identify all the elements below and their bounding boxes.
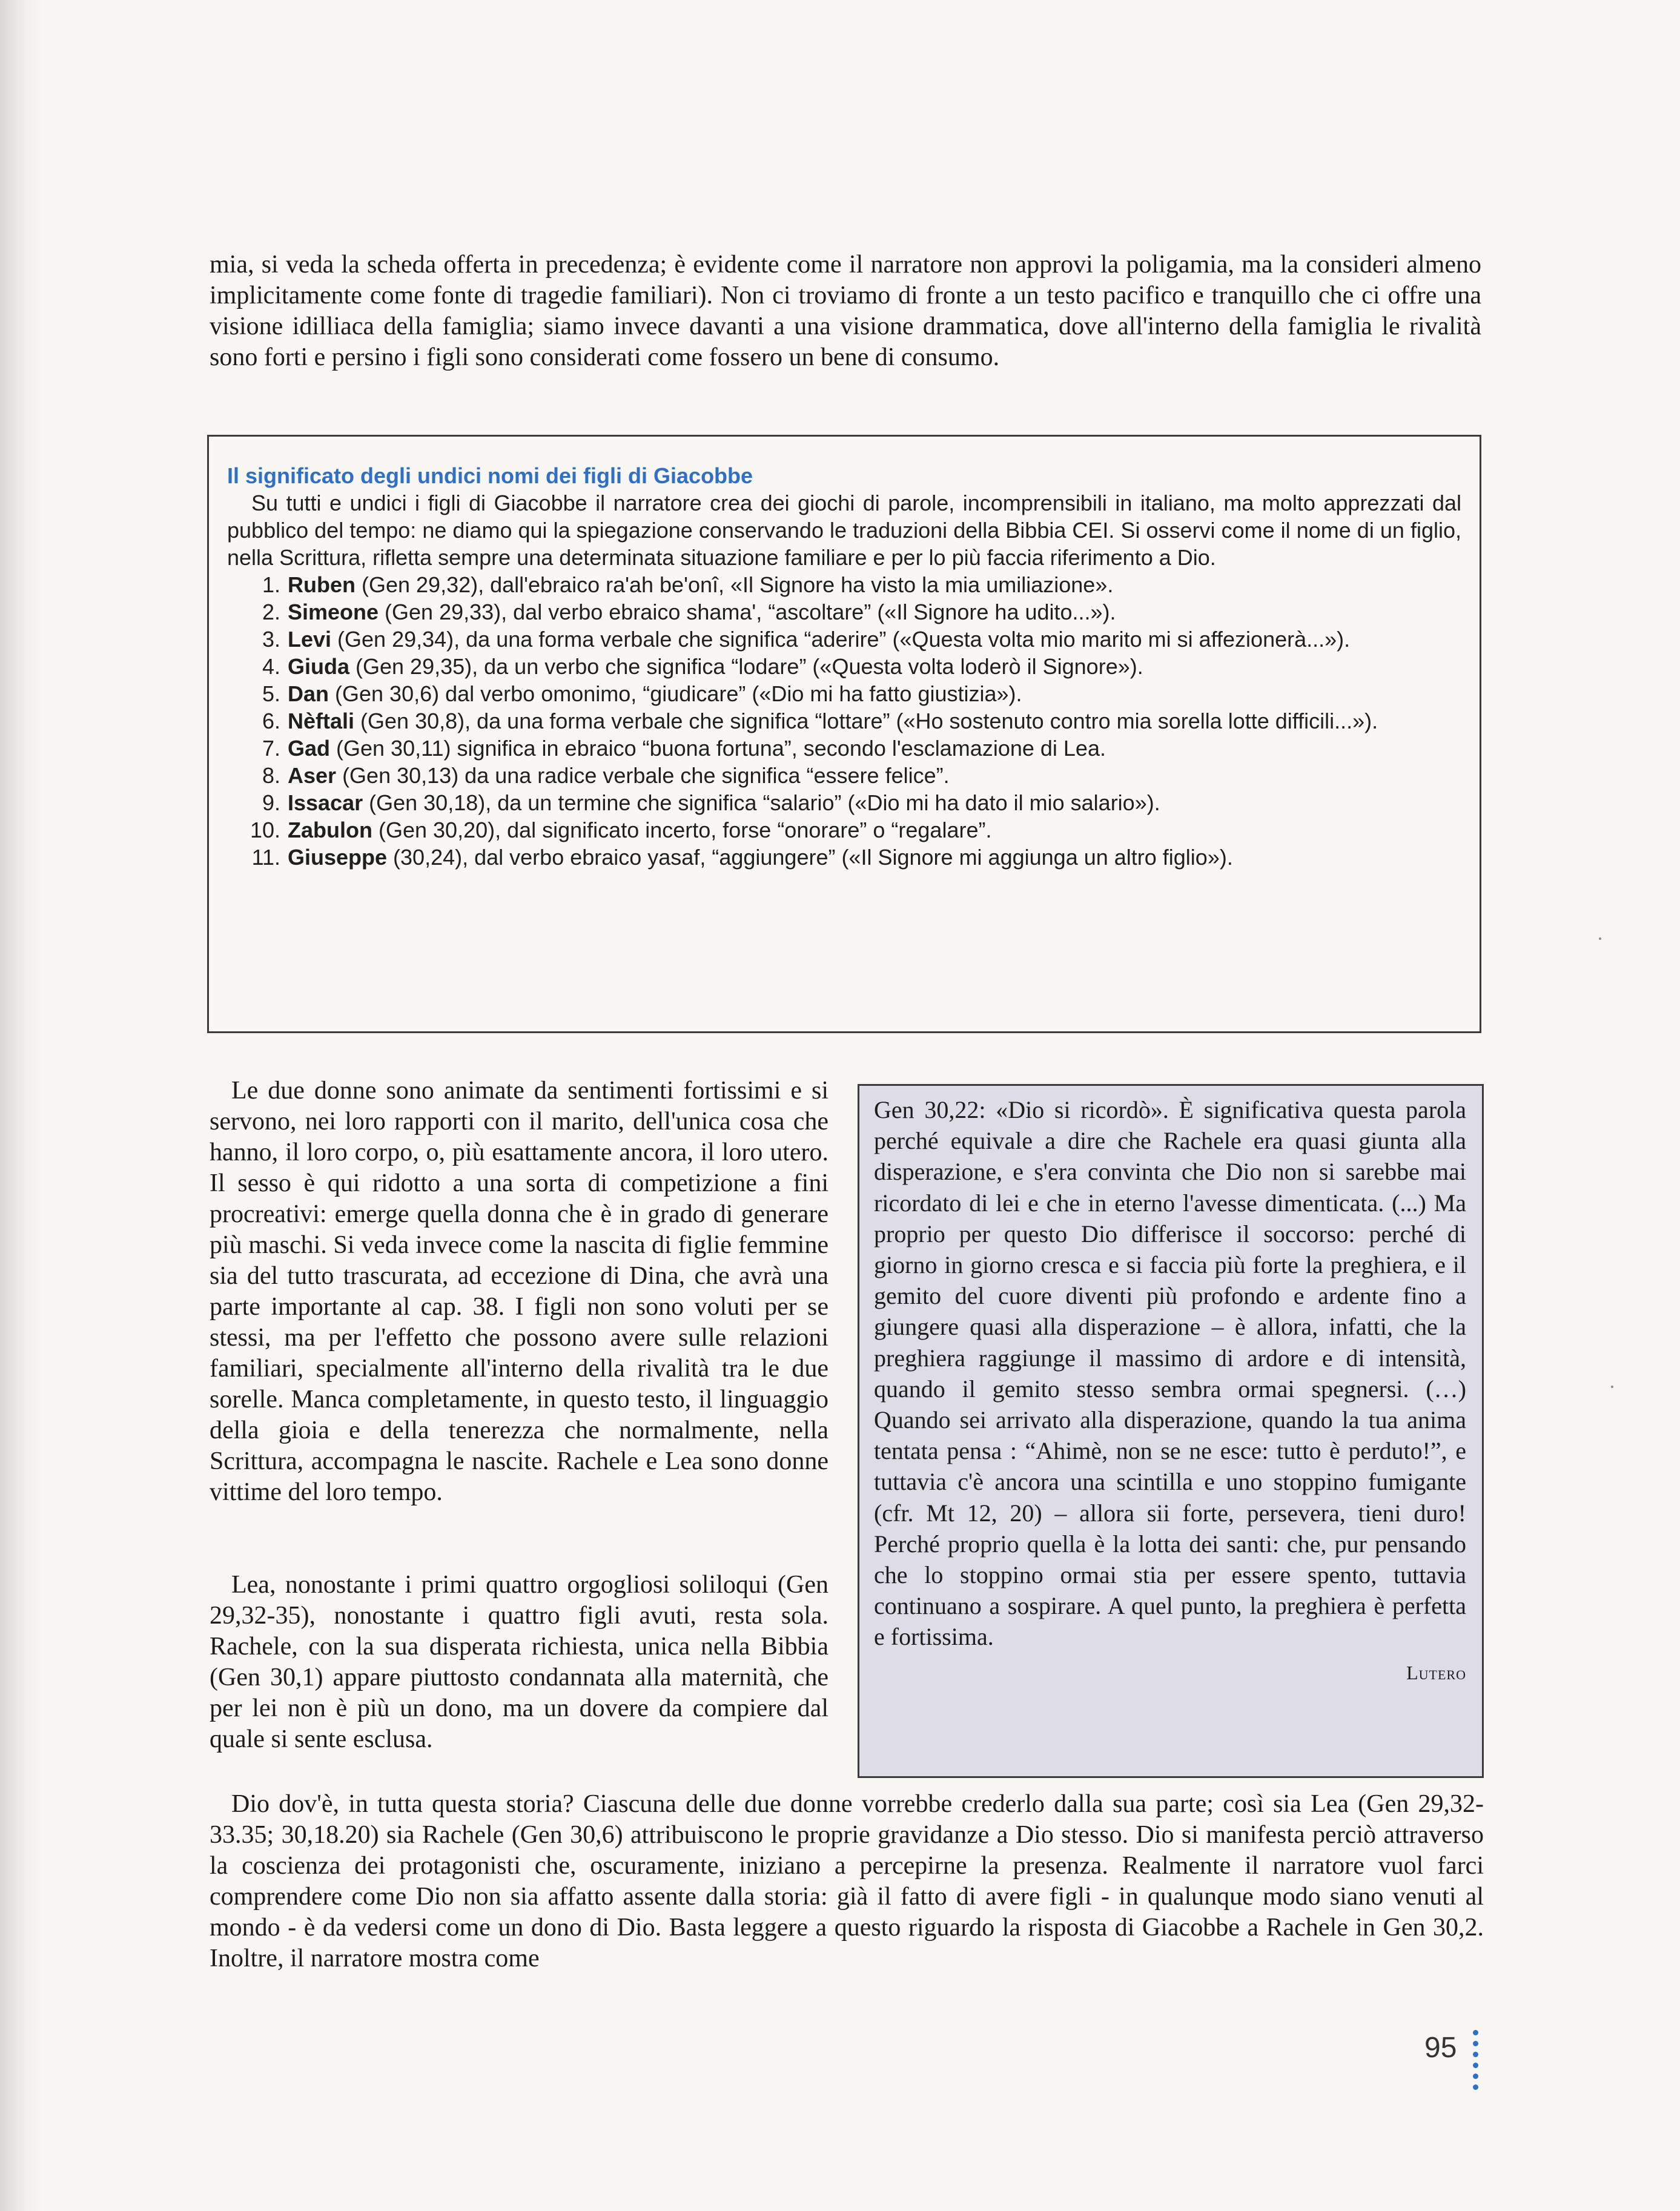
list-item-number: 11. — [251, 845, 280, 870]
luther-quote-box — [858, 1084, 1484, 1778]
name-list-item — [227, 598, 1461, 626]
page-number: 95 — [1424, 2032, 1457, 2064]
name-list-item — [227, 789, 1461, 816]
name-list-item — [227, 844, 1461, 871]
name-list-item — [227, 571, 1461, 598]
son-name: Issacar — [288, 790, 363, 815]
page-gutter-shadow — [0, 0, 42, 2211]
list-item-number: 5. — [262, 681, 280, 706]
name-explanation: (Gen 30,18), da un termine che significa “salario” («Dio mi ha dato il mio salario»). — [363, 790, 1160, 815]
name-list-item — [227, 626, 1461, 653]
scan-speck — [1611, 1386, 1613, 1388]
son-name: Gad — [288, 736, 331, 761]
name-explanation: (Gen 30,20), dal significato incerto, forse “onorare” o “regalare”. — [372, 818, 992, 842]
list-item-number: 1. — [262, 572, 280, 597]
son-name: Dan — [288, 681, 329, 706]
top-paragraph: mia, si veda la scheda offerta in precedenza; è evidente come il narratore non approvi la poligamia, ma la consideri almeno implicitamente come fonte di tragedie familiari). Non ci troviamo di fronte a un testo pacifico e tranquillo che ci offre una visione idilliaca della famiglia; siamo invece davanti a una visione drammatica, dove all'interno della famiglia le rivalità sono forti e persino i figli sono considerati come fossero un bene di consumo. — [210, 251, 1481, 371]
list-item-number: 8. — [262, 763, 280, 788]
scan-speck — [1599, 937, 1601, 940]
bottom-paragraph: Dio dov'è, in tutta questa storia? Ciascuna delle due donne vorrebbe crederlo dalla sua parte; così sia Lea (Gen 29,32-33.35; 30,18.20) sia Rachele (Gen 30,6) attribuiscono le proprie gravidanze a Dio stesso. Dio si manifesta perciò attraverso la coscienza dei protagonisti che, oscuramente, iniziano a percepirne la presenza. Realmente il narratore vuol farci comprendere come Dio non sia affatto assente dalla storia: già il fatto di avere figli - in qualunque modo siano venuti al mondo - è da vedersi come un dono di Dio. Basta leggere a questo riguardo la risposta di Giacobbe a Rachele in Gen 30,2. Inoltre, il narratore mostra come — [210, 1790, 1484, 1972]
name-explanation: (Gen 30,6) dal verbo omonimo, “giudicare” («Dio mi ha fatto giustizia»). — [329, 681, 1022, 706]
son-name: Nèftali — [288, 709, 355, 733]
name-explanation: (Gen 29,34), da una forma verbale che significa “aderire” («Questa volta mio marito mi si affezionerà...»). — [331, 627, 1351, 652]
son-name: Ruben — [288, 572, 356, 597]
son-name: Simeone — [288, 600, 379, 624]
list-item-number: 10. — [250, 818, 280, 842]
name-explanation: (Gen 30,8), da una forma verbale che significa “lottare” («Ho sostenuto contro mia sorella lotte difficili...»). — [354, 709, 1378, 733]
name-explanation: (Gen 29,32), dall'ebraico ra'ah be'onî, «Il Signore ha visto la mia umiliazione». — [356, 572, 1114, 597]
left-column-paragraph-2: Lea, nonostante i primi quattro orgogliosi soliloqui (Gen 29,32-35), nonostante i quattro figli avuti, resta sola. Rachele, con la sua disperata richiesta, unica nella Bibbia (Gen 30,1) appare piuttosto condannata alla maternità, che per lei non è più un dono, ma un dovere da compiere dal quale si sente esclusa. — [210, 1571, 828, 1753]
son-name: Levi — [288, 627, 332, 652]
list-item-number: 4. — [262, 654, 280, 679]
list-item-number: 3. — [262, 627, 280, 652]
name-explanation: (Gen 29,35), da un verbo che significa “lodare” («Questa volta loderò il Signore»). — [349, 654, 1143, 679]
page-number-dots-icon — [1473, 2030, 1479, 2095]
name-list-item — [227, 816, 1461, 844]
names-box-title: Il significato degli undici nomi dei figli di Giacobbe — [227, 463, 753, 488]
name-explanation: (30,24), dal verbo ebraico yasaf, “aggiungere” («Il Signore mi aggiunga un altro figlio»). — [387, 845, 1233, 870]
son-name: Zabulon — [288, 818, 372, 842]
sons-name-list — [227, 571, 1461, 871]
name-explanation: (Gen 29,33), dal verbo ebraico shama', “ascoltare” («Il Signore ha udito...»). — [379, 600, 1116, 624]
quote-author: Lutero — [1406, 1661, 1466, 1684]
name-list-item — [227, 735, 1461, 762]
names-meaning-box — [207, 435, 1481, 1033]
name-list-item — [227, 707, 1461, 735]
name-explanation: (Gen 30,13) da una radice verbale che significa “essere felice”. — [336, 763, 950, 788]
list-item-number: 7. — [262, 736, 280, 761]
list-item-number: 6. — [262, 709, 280, 733]
names-box-intro: Su tutti e undici i figli di Giacobbe il narratore crea dei giochi di parole, incomprensibili in italiano, ma molto apprezzati dal pubblico del tempo: ne diamo qui la spiegazione conservando le traduzioni della Bibbia CEI. Si osservi come il nome di un figlio, nella Scrittura, rifletta sempre una determinata situazione familiare e per lo più faccia riferimento a Dio. — [227, 491, 1461, 570]
son-name: Aser — [288, 763, 337, 788]
name-list-item — [227, 653, 1461, 680]
name-list-item — [227, 762, 1461, 789]
name-list-item — [227, 680, 1461, 707]
left-column-paragraph-1: Le due donne sono animate da sentimenti fortissimi e si servono, nei loro rapporti con il marito, dell'unica cosa che hanno, il loro corpo, o, più esattamente ancora, il loro utero. Il sesso è qui ridotto a una sorta di competizione a fini procreativi: emerge quella donna che è in grado di generare più maschi. Si veda invece come la nascita di figlie femmine sia del tutto trascurata, ad eccezione di Dina, che avrà una parte importante al cap. 38. I figli non sono voluti per se stessi, ma per l'effetto che possono avere sulle relazioni familiari, specialmente all'interno della rivalità tra le due sorelle. Manca completamente, in questo testo, il linguaggio della gioia e della tenerezza che normalmente, nella Scrittura, accompagna le nascite. Rachele e Lea sono donne vittime del loro tempo. — [210, 1077, 828, 1506]
son-name: Giuseppe — [288, 845, 388, 870]
son-name: Giuda — [288, 654, 350, 679]
name-explanation: (Gen 30,11) significa in ebraico “buona fortuna”, secondo l'esclamazione di Lea. — [330, 736, 1106, 761]
list-item-number: 2. — [262, 600, 280, 624]
list-item-number: 9. — [262, 790, 280, 815]
quote-text: Gen 30,22: «Dio si ricordò». È significativa questa parola perché equivale a dire che Rachele era quasi giunta alla disperazione, e s'era convinta che Dio non si sarebbe mai ricordato di lei e che in eterno l'avesse dimenticata. (...) Ma proprio per questo Dio differisce il soccorso: perché di giorno in giorno cresca e si faccia più forte la preghiera, e il gemito del cuore diventi più profondo e ardente fino a giungere quasi alla disperazione – è allora, infatti, che la preghiera raggiunge il massimo di ardore e di intensità, quando il gemito stesso sembra ormai spegnersi. (…) Quando sei arrivato alla disperazione, quando la tua anima tentata pensa : “Ahimè, non se ne esce: tutto è perduto!”, e tuttavia c'è ancora una scintilla e uno stoppino fumigante (cfr. Mt 12, 20) – allora sii forte, persevera, tieni duro! Perché proprio quella è la lotta dei santi: che, pur pensando che lo stoppino ormai stia per essere spento, tuttavia continuano a sospirare. A quel punto, la preghiera è perfetta e fortissima. — [874, 1096, 1466, 1651]
